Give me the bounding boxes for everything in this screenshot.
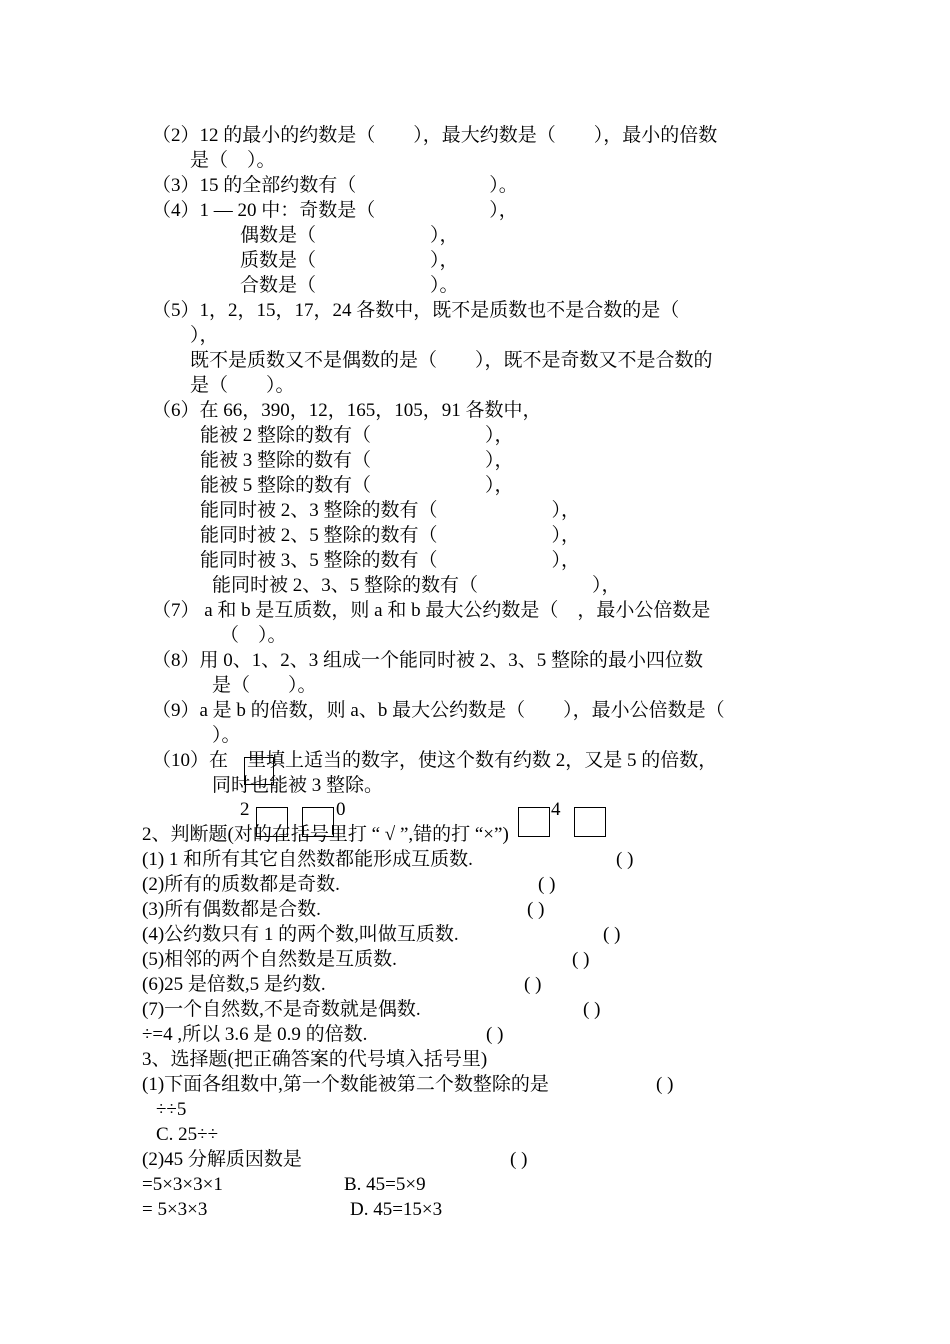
mc-2-blank[interactable]: ( ) bbox=[510, 1149, 528, 1170]
q1-5-line2: ）， bbox=[190, 325, 219, 346]
tf-8-blank[interactable]: ( ) bbox=[486, 1024, 504, 1045]
q1-8-line2: 是（ ）。 bbox=[212, 675, 317, 696]
section2-heading: 2、判断题(对的在括号里打 “ √ ”,错的打 “×”) bbox=[142, 824, 509, 845]
mc-2-option-a: =5×3×3×1 bbox=[142, 1174, 223, 1195]
mc-1: (1)下面各组数中,第一个数能被第二个数整除的是 bbox=[142, 1074, 549, 1095]
tf-4-blank[interactable]: ( ) bbox=[603, 924, 621, 945]
q1-2-line2: 是（ ）。 bbox=[190, 150, 276, 171]
q1-4-prime: 质数是（ ）， bbox=[240, 250, 459, 271]
q1-4-even: 偶数是（ ）， bbox=[240, 225, 459, 246]
q1-10-line1: （10）在 里填上适当的数字，使这个数有约数 2，又是 5 的倍数， bbox=[152, 750, 718, 771]
q1-6-div5: 能被 5 整除的数有（ ）， bbox=[200, 475, 514, 496]
q1-6-div23: 能同时被 2、3 整除的数有（ ）， bbox=[200, 500, 581, 521]
q1-5-line3: 既不是质数又不是偶数的是（ ），既不是奇数又不是合数的 bbox=[190, 350, 713, 371]
mc-2: (2)45 分解质因数是 bbox=[142, 1149, 302, 1170]
tf-8: ÷=4 ,所以 3.6 是 0.9 的倍数. bbox=[142, 1024, 368, 1045]
q1-2-line1: （2）12 的最小的约数是（ ），最大约数是（ ），最小的倍数 bbox=[152, 125, 718, 146]
q1-4-composite: 合数是（ ）。 bbox=[240, 275, 459, 296]
tf-3: (3)所有偶数都是合数. bbox=[142, 899, 321, 920]
q10-digit-2: 2 bbox=[240, 799, 250, 820]
q10-digit-4: 4 bbox=[551, 799, 561, 820]
q10-digit-0: 0 bbox=[336, 799, 346, 820]
q1-6-div35: 能同时被 3、5 整除的数有（ ）， bbox=[200, 550, 581, 571]
tf-5-blank[interactable]: ( ) bbox=[572, 949, 590, 970]
mc-2-option-b: B. 45=5×9 bbox=[344, 1174, 426, 1195]
mc-2-option-d: D. 45=15×3 bbox=[350, 1199, 443, 1220]
q1-10-line2: 同时也能被 3 整除。 bbox=[212, 775, 384, 796]
tf-7-blank[interactable]: ( ) bbox=[583, 999, 601, 1020]
q10-box-4[interactable] bbox=[574, 807, 606, 837]
mc-1-blank[interactable]: ( ) bbox=[656, 1074, 674, 1095]
mc-1-options-cd: C. 25÷÷ bbox=[156, 1124, 219, 1145]
tf-3-blank[interactable]: ( ) bbox=[527, 899, 545, 920]
section3-heading: 3、选择题(把正确答案的代号填入括号里) bbox=[142, 1049, 488, 1070]
mc-2-option-c: = 5×3×3 bbox=[142, 1199, 208, 1220]
q1-7-line1: （7） a 和 b 是互质数，则 a 和 b 最大公约数是（ ，最小公倍数是 bbox=[152, 600, 711, 621]
tf-2-blank[interactable]: ( ) bbox=[538, 874, 556, 895]
q10-example-box[interactable] bbox=[244, 757, 274, 785]
tf-6-blank[interactable]: ( ) bbox=[524, 974, 542, 995]
q1-6-div25: 能同时被 2、5 整除的数有（ ）， bbox=[200, 525, 581, 546]
tf-7: (7)一个自然数,不是奇数就是偶数. bbox=[142, 999, 421, 1020]
q1-4-line1: （4）1 — 20 中：奇数是（ ）， bbox=[152, 200, 518, 221]
q1-5-line4: 是（ ）。 bbox=[190, 375, 295, 396]
q1-6-div235: 能同时被 2、3、5 整除的数有（ ）， bbox=[212, 575, 621, 596]
q1-6-intro: （6）在 66，390，12，165，105，91 各数中， bbox=[152, 400, 542, 421]
tf-4: (4)公约数只有 1 的两个数,叫做互质数. bbox=[142, 924, 459, 945]
q1-9-line2: ）。 bbox=[212, 725, 241, 746]
tf-6: (6)25 是倍数,5 是约数. bbox=[142, 974, 326, 995]
q1-9-line1: （9）a 是 b 的倍数，则 a、b 最大公约数是（ ），最小公倍数是（ bbox=[152, 700, 725, 721]
q1-6-div2: 能被 2 整除的数有（ ）， bbox=[200, 425, 514, 446]
q1-3: （3）15 的全部约数有（ ）。 bbox=[152, 175, 518, 196]
tf-5: (5)相邻的两个自然数是互质数. bbox=[142, 949, 397, 970]
q1-6-div3: 能被 3 整除的数有（ ）， bbox=[200, 450, 514, 471]
q1-7-line2: （ ）。 bbox=[220, 625, 287, 646]
tf-1-blank[interactable]: ( ) bbox=[616, 849, 634, 870]
q10-box-3[interactable] bbox=[518, 807, 550, 837]
q1-8-line1: （8）用 0、1、2、3 组成一个能同时被 2、3、5 整除的最小四位数 bbox=[152, 650, 704, 671]
q1-5-line1: （5）1，2，15，17，24 各数中，既不是质数也不是合数的是（ bbox=[152, 300, 680, 321]
tf-1: (1) 1 和所有其它自然数都能形成互质数. bbox=[142, 849, 473, 870]
tf-2: (2)所有的质数都是奇数. bbox=[142, 874, 340, 895]
mc-1-options-ab: ÷÷5 bbox=[156, 1099, 187, 1120]
